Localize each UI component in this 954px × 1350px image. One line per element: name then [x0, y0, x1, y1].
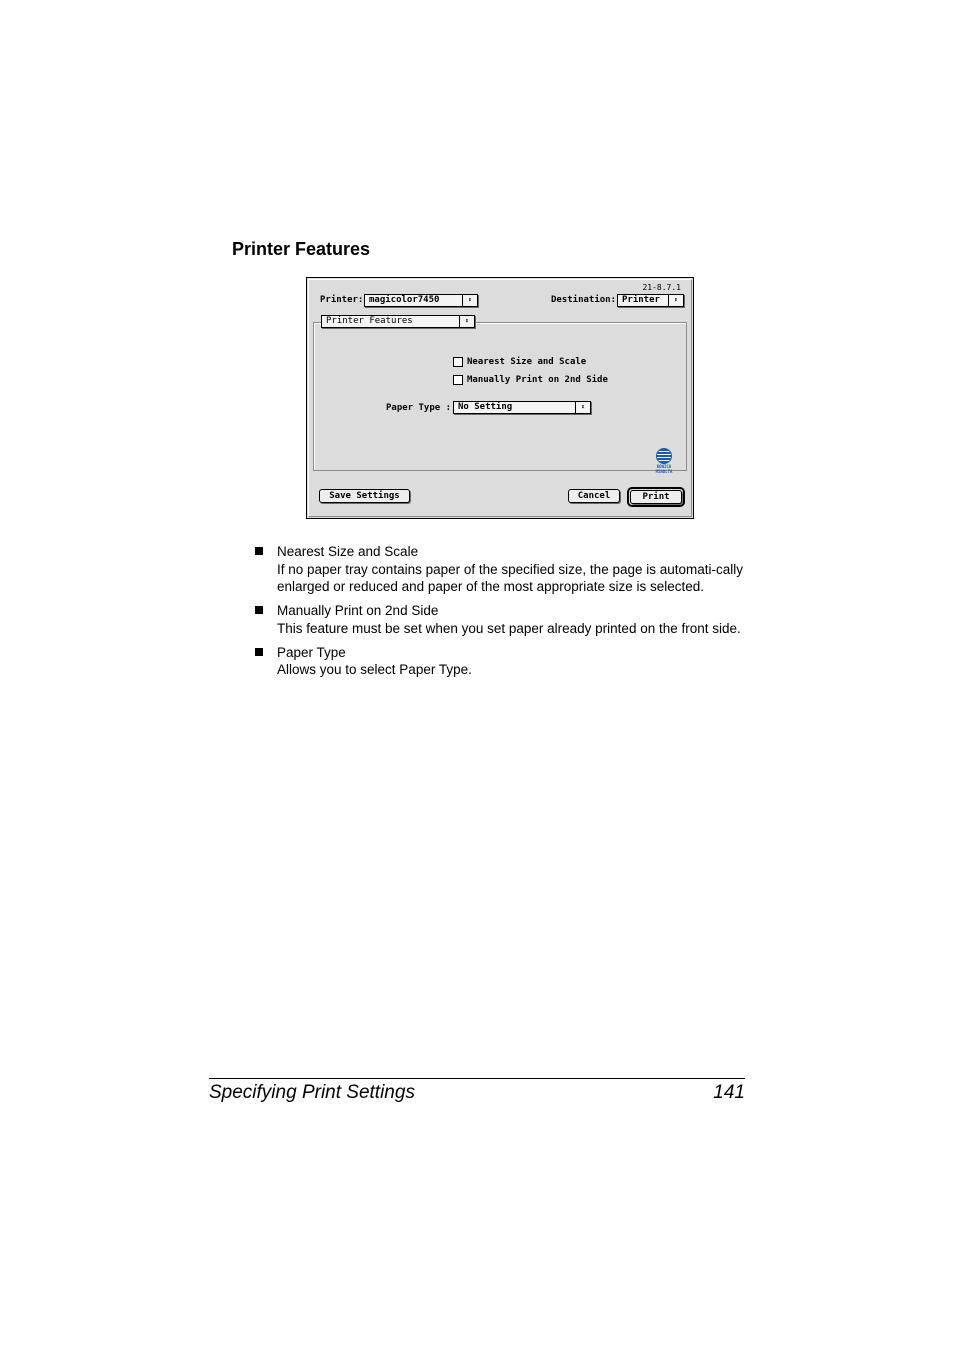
save-settings-button[interactable]: Save Settings	[319, 489, 410, 503]
printer-label: Printer:	[320, 295, 364, 305]
konica-minolta-logo	[649, 448, 679, 474]
bullet-square-icon	[255, 648, 263, 656]
item-title: Manually Print on 2nd Side	[277, 603, 439, 619]
option-nearest-size[interactable]	[453, 356, 586, 368]
feature-list	[254, 543, 754, 685]
item-description: Allows you to select Paper Type.	[277, 662, 472, 678]
paper-type-popup[interactable]	[453, 401, 591, 414]
bullet-square-icon	[255, 547, 263, 555]
destination-popup-value: Printer	[622, 295, 660, 305]
footer-page-number: 141	[713, 1082, 745, 1103]
section-title: Printer Features	[232, 239, 371, 259]
popup-arrows-icon: ⬍	[668, 295, 683, 306]
item-title: Paper Type	[277, 644, 346, 660]
footer-chapter-title: Specifying Print Settings	[209, 1082, 415, 1103]
destination-popup[interactable]	[617, 294, 684, 307]
option-label: Manually Print on 2nd Side	[467, 375, 608, 385]
logo-text: KONICA MINOLTA	[655, 464, 673, 474]
item-description: This feature must be set when you set paper already printed on the front side.	[277, 620, 741, 636]
popup-arrows-icon: ⬍	[575, 402, 590, 413]
printer-popup-value: magicolor7450	[369, 295, 440, 305]
popup-arrows-icon: ⬍	[459, 316, 474, 327]
popup-arrows-icon: ⬍	[462, 295, 477, 306]
print-button[interactable]: Print	[630, 490, 682, 504]
option-label: Nearest Size and Scale	[467, 357, 587, 367]
printer-popup[interactable]	[364, 294, 478, 307]
list-item	[254, 543, 754, 596]
footer-rule	[209, 1078, 745, 1079]
print-dialog-screenshot	[306, 277, 694, 519]
panel-selector-popup[interactable]	[321, 315, 475, 328]
bullet-square-icon	[255, 606, 263, 614]
dialog-version: 21-8.7.1	[642, 283, 681, 292]
cancel-button[interactable]: Cancel	[568, 489, 620, 503]
item-title: Nearest Size and Scale	[277, 544, 419, 559]
paper-type-label: Paper Type :	[386, 403, 452, 413]
list-item	[254, 644, 754, 679]
panel-selector-value: Printer Features	[326, 316, 413, 326]
option-manual-duplex[interactable]	[453, 374, 608, 386]
checkbox[interactable]	[453, 375, 463, 385]
list-item	[254, 602, 754, 637]
item-description: If no paper tray contains paper of the specified size, the page is automati-cally enlarged or reduced and paper of the most appropriate size is selected.	[277, 561, 744, 595]
panel-groupbox	[313, 322, 687, 474]
destination-label: Destination:	[551, 295, 617, 305]
paper-type-value: No Setting	[458, 402, 513, 412]
checkbox[interactable]	[453, 357, 463, 367]
logo-globe-icon	[656, 448, 672, 464]
